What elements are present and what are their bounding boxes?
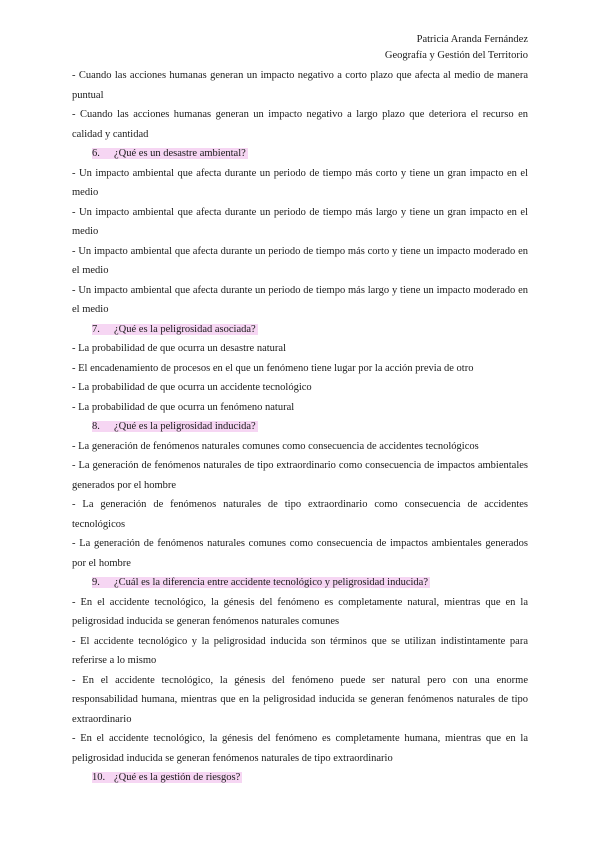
question-highlight bbox=[92, 772, 242, 783]
question-number: 8. bbox=[92, 421, 100, 432]
answer-option: - La probabilidad de que ocurra un desastre natural bbox=[72, 343, 286, 354]
answer-option: - El encadenamiento de procesos en el que un fenómeno tiene lugar por la acción previa de otro bbox=[72, 362, 474, 374]
answer-option: - La generación de fenómenos naturales comunes como consecuencia de impactos ambientales generados por el hombre bbox=[72, 538, 528, 569]
question-highlight bbox=[92, 324, 258, 335]
answer-option: - La probabilidad de que ocurra un accidente tecnológico bbox=[72, 382, 312, 393]
question-number: 6. bbox=[92, 148, 100, 159]
answer-option: - En el accidente tecnológico, la génesis del fenómeno puede ser natural pero con una enorme responsabilidad humana, mientras que en la peligrosidad inducida se generan fenómenos naturales de tipo extraordinario bbox=[72, 674, 528, 725]
question-text: ¿Qué es la peligrosidad asociada? bbox=[114, 323, 256, 335]
question-number: 10. bbox=[92, 772, 106, 783]
answer-option: - Un impacto ambiental que afecta durante un periodo de tiempo más largo y tiene un gran impacto en el medio bbox=[72, 206, 528, 237]
question-heading bbox=[72, 320, 528, 340]
answer-option: - La probabilidad de que ocurra un fenómeno natural bbox=[72, 401, 295, 413]
question-heading bbox=[72, 768, 528, 788]
answer-option: - Cuando las acciones humanas generan un impacto negativo a largo plazo que deteriora el recurso en calidad y cantidad bbox=[72, 109, 528, 140]
question-heading bbox=[72, 144, 528, 164]
question-heading bbox=[72, 573, 528, 593]
answer-option: - La generación de fenómenos naturales de tipo extraordinario como consecuencia de accidentes tecnológicos bbox=[72, 499, 528, 530]
question-heading bbox=[72, 417, 528, 437]
answer-option: - En el accidente tecnológico, la génesis del fenómeno es completamente natural, mientras que en la peligrosidad inducida se generan fenómenos naturales comunes bbox=[72, 596, 528, 627]
answer-option: - Un impacto ambiental que afecta durante un periodo de tiempo más corto y tiene un impacto moderado en el medio bbox=[72, 245, 528, 276]
question-highlight bbox=[92, 577, 430, 588]
question-text: ¿Qué es la peligrosidad inducida? bbox=[114, 421, 256, 432]
answer-option: - Un impacto ambiental que afecta durante un periodo de tiempo más corto y tiene un gran impacto en el medio bbox=[72, 167, 528, 198]
answer-option: - Cuando las acciones humanas generan un impacto negativo a corto plazo que afecta al medio de manera puntual bbox=[72, 70, 528, 101]
course-name: Geografía y Gestión del Territorio bbox=[384, 50, 528, 61]
question-number: 7. bbox=[92, 323, 100, 335]
question-highlight bbox=[92, 148, 248, 159]
question-text: ¿Cuál es la diferencia entre accidente tecnológico y peligrosidad inducida? bbox=[114, 577, 428, 588]
answer-option: - Un impacto ambiental que afecta durante un periodo de tiempo más largo y tiene un impacto moderado en el medio bbox=[72, 284, 528, 315]
question-number: 9. bbox=[92, 577, 100, 588]
document-body bbox=[72, 66, 528, 788]
page-header bbox=[385, 32, 528, 64]
author-name: Patricia Aranda Fernández bbox=[416, 34, 528, 45]
answer-option: - El accidente tecnológico y la peligrosidad inducida son términos que se utilizan indistintamente para referirse a lo mismo bbox=[72, 635, 528, 666]
question-highlight bbox=[92, 421, 258, 432]
answer-option: - La generación de fenómenos naturales comunes como consecuencia de accidentes tecnológicos bbox=[72, 440, 479, 452]
answer-option: - La generación de fenómenos naturales de tipo extraordinario como consecuencia de impactos ambientales generados por el hombre bbox=[72, 460, 528, 491]
question-text: ¿Qué es un desastre ambiental? bbox=[114, 148, 246, 159]
question-text: ¿Qué es la gestión de riesgos? bbox=[114, 772, 241, 783]
answer-option: - En el accidente tecnológico, la génesis del fenómeno es completamente humana, mientras que en la peligrosidad inducida se generan fenómenos naturales de tipo extraordinario bbox=[72, 733, 528, 764]
